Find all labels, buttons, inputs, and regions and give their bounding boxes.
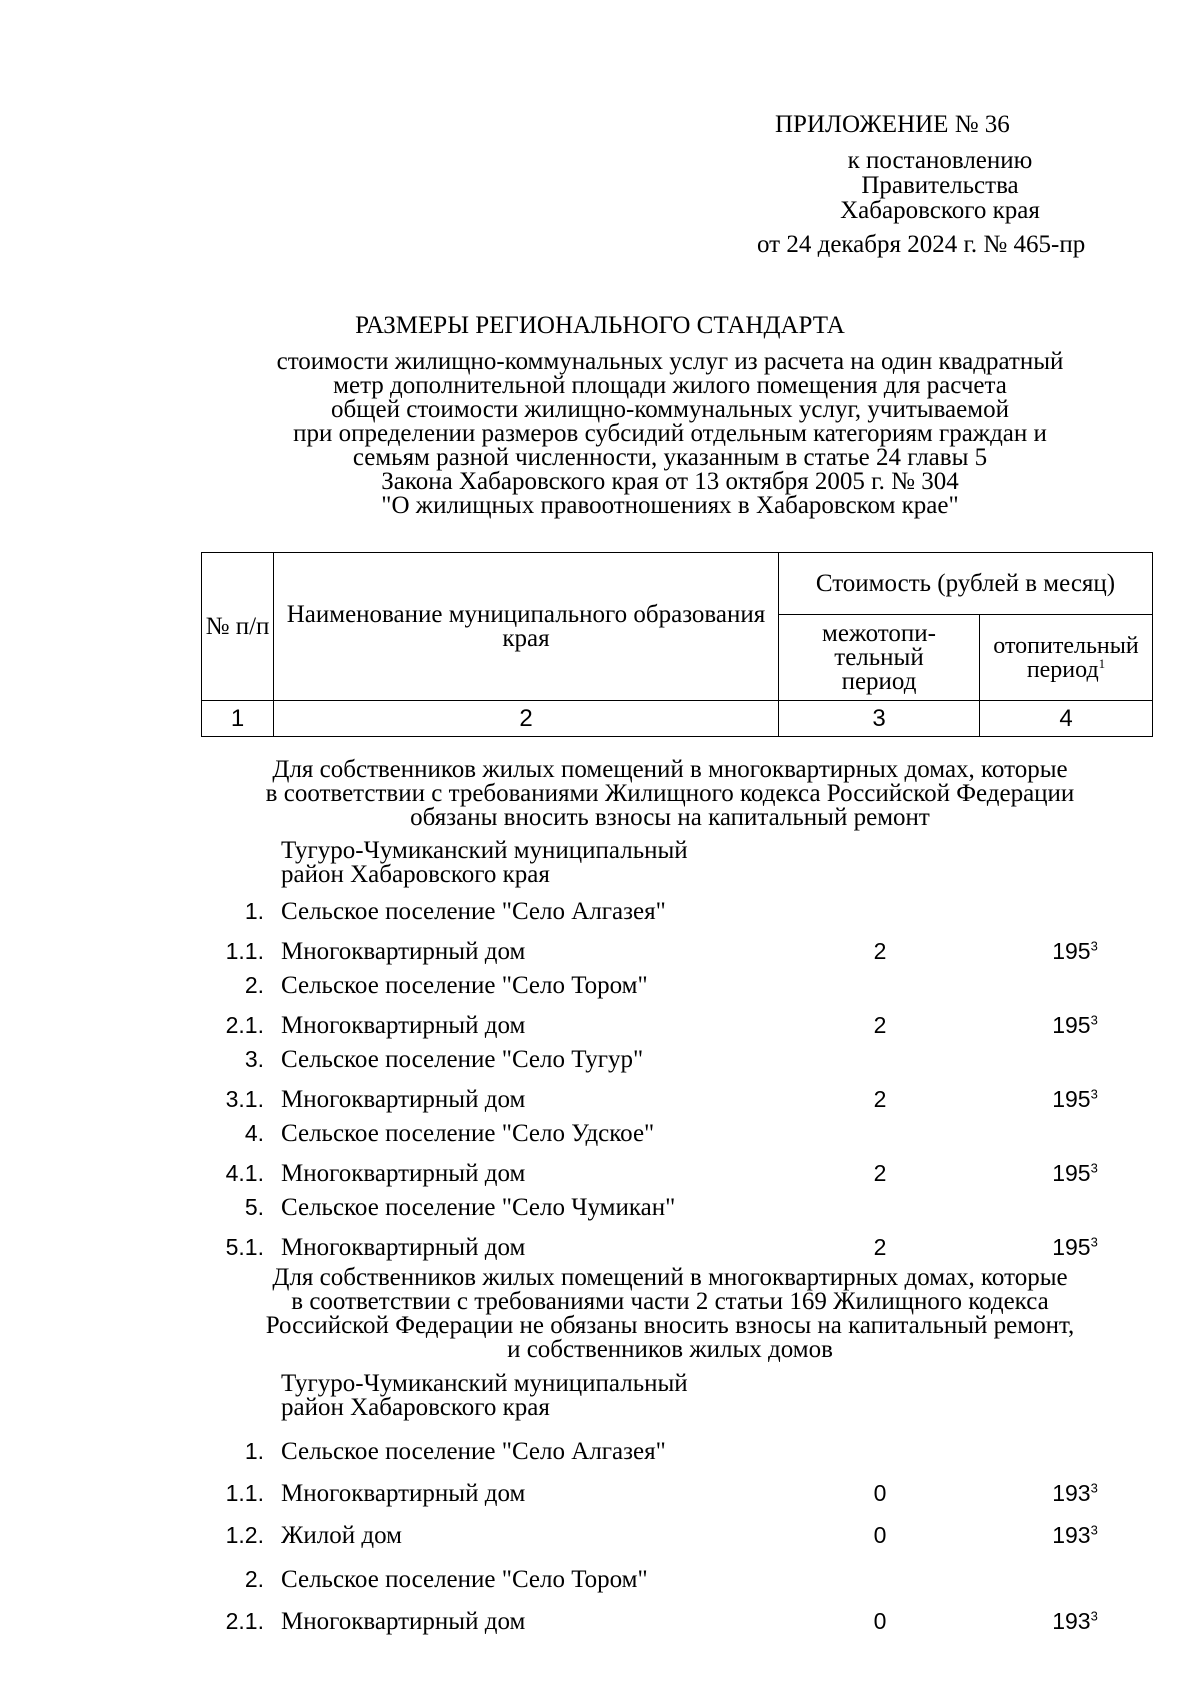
row-number: 5.1. bbox=[225, 1234, 264, 1260]
table-row bbox=[0, 1522, 1200, 1552]
row-name: Сельское поселение "Село Алгазея" bbox=[281, 898, 666, 925]
resolution-date: от 24 декабря 2024 г. № 465-пр bbox=[757, 231, 1086, 258]
table-row bbox=[0, 1012, 1200, 1042]
cost-header-text: Стоимость (рублей в месяц) bbox=[815, 569, 1116, 597]
row-name: Многоквартирный дом bbox=[281, 1086, 526, 1113]
table-row bbox=[0, 1566, 1200, 1596]
resolution-line: Правительства bbox=[861, 172, 1019, 199]
row-number: 1.1. bbox=[225, 1480, 264, 1506]
document-title: РАЗМЕРЫ РЕГИОНАЛЬНОГО СТАНДАРТА bbox=[355, 312, 845, 339]
table-row bbox=[0, 1086, 1200, 1116]
col-number: 4 bbox=[980, 701, 1153, 737]
table-row bbox=[0, 938, 1200, 968]
row-name: Многоквартирный дом bbox=[281, 1234, 526, 1261]
heating-value bbox=[1030, 1086, 1120, 1113]
row-number: 1.1. bbox=[225, 938, 264, 964]
subtitle-line: Закона Хабаровского края от 13 октября 2005 г. № 304 bbox=[381, 468, 959, 495]
footnote-mark: 3 bbox=[1090, 1522, 1098, 1538]
row-name: Многоквартирный дом bbox=[281, 1608, 526, 1635]
col-header-heating bbox=[980, 615, 1153, 701]
appendix-number: ПРИЛОЖЕНИЕ № 36 bbox=[775, 111, 1010, 138]
row-number: 2. bbox=[244, 1566, 264, 1592]
row-name: Многоквартирный дом bbox=[281, 938, 526, 965]
table-row bbox=[0, 1438, 1200, 1468]
district-line: Тугуро-Чумиканский муниципальный bbox=[281, 1370, 688, 1397]
footnote-mark: 3 bbox=[1090, 1608, 1098, 1624]
caption-line: Для собственников жилых помещений в многоквартирных домах, которые bbox=[272, 756, 1068, 783]
row-number: 1. bbox=[244, 898, 264, 924]
section-caption bbox=[200, 758, 1140, 830]
table-row bbox=[0, 1120, 1200, 1150]
interheating-value: 0 bbox=[873, 1480, 887, 1506]
table-row bbox=[0, 1234, 1200, 1264]
interheating-line: тельный bbox=[834, 643, 924, 671]
row-number: 1.2. bbox=[225, 1522, 264, 1548]
table-row bbox=[0, 898, 1200, 928]
section-caption bbox=[200, 1266, 1140, 1362]
row-name: Сельское поселение "Село Алгазея" bbox=[281, 1438, 666, 1465]
district-line: Тугуро-Чумиканский муниципальный bbox=[281, 837, 688, 864]
interheating-line: межотопи- bbox=[822, 619, 936, 647]
row-number: 2.1. bbox=[225, 1012, 264, 1038]
row-number: 1. bbox=[244, 1438, 264, 1464]
col-header-interheating bbox=[779, 615, 980, 701]
district-name bbox=[281, 1372, 688, 1420]
caption-line: и собственников жилых домов bbox=[507, 1336, 833, 1363]
subtitle-line: общей стоимости жилищно-коммунальных услуг, учитываемой bbox=[331, 396, 1009, 423]
table-row bbox=[0, 1160, 1200, 1190]
district-line: район Хабаровского края bbox=[281, 861, 550, 888]
caption-line: Российской Федерации не обязаны вносить взносы на капитальный ремонт, bbox=[265, 1312, 1075, 1339]
heating-text: отопительный период bbox=[993, 632, 1139, 683]
table-row bbox=[0, 972, 1200, 1002]
row-name: Сельское поселение "Село Удское" bbox=[281, 1120, 655, 1147]
row-number: 4.1. bbox=[225, 1160, 264, 1186]
heating-value-text: 195 bbox=[1052, 1234, 1091, 1260]
heating-value bbox=[1030, 1480, 1120, 1507]
col-number: 3 bbox=[779, 701, 980, 737]
caption-line: в соответствии с требованиями Жилищного кодекса Российской Федерации bbox=[265, 780, 1075, 807]
heating-value bbox=[1030, 938, 1120, 965]
document-subtitle bbox=[200, 350, 1140, 518]
col-number: 2 bbox=[274, 701, 779, 737]
row-number: 3.1. bbox=[225, 1086, 264, 1112]
row-name: Сельское поселение "Село Тором" bbox=[281, 1566, 648, 1593]
caption-line: Для собственников жилых помещений в многоквартирных домах, которые bbox=[272, 1264, 1068, 1291]
footnote-mark: 3 bbox=[1090, 1012, 1098, 1028]
standards-table-header bbox=[201, 552, 1153, 737]
caption-line: обязаны вносить взносы на капитальный ремонт bbox=[410, 804, 930, 831]
row-name: Многоквартирный дом bbox=[281, 1480, 526, 1507]
col-header-cost bbox=[779, 553, 1153, 615]
heating-value-text: 195 bbox=[1052, 1086, 1091, 1112]
table-row bbox=[0, 1608, 1200, 1638]
interheating-value: 2 bbox=[873, 1086, 887, 1112]
row-number: 2. bbox=[244, 972, 264, 998]
row-name: Сельское поселение "Село Тугур" bbox=[281, 1046, 644, 1073]
col-header-municipality: Наименование муниципального образования края bbox=[274, 553, 779, 701]
footnote-mark: 3 bbox=[1090, 1234, 1098, 1250]
footnote-mark: 3 bbox=[1090, 1086, 1098, 1102]
col-header-number: № п/п bbox=[202, 553, 274, 701]
subtitle-line: семьям разной численности, указанным в статье 24 главы 5 bbox=[352, 444, 988, 471]
interheating-value: 2 bbox=[873, 938, 887, 964]
district-line: район Хабаровского края bbox=[281, 1394, 550, 1421]
subtitle-line: стоимости жилищно-коммунальных услуг из расчета на один квадратный bbox=[276, 348, 1064, 375]
row-name: Сельское поселение "Село Чумикан" bbox=[281, 1194, 676, 1221]
heating-value-text: 195 bbox=[1052, 1160, 1091, 1186]
row-name: Сельское поселение "Село Тором" bbox=[281, 972, 648, 999]
row-name: Жилой дом bbox=[281, 1522, 402, 1549]
heating-value bbox=[1030, 1608, 1120, 1635]
resolution-reference bbox=[770, 148, 1110, 223]
heating-value bbox=[1030, 1160, 1120, 1187]
subtitle-line: "О жилищных правоотношениях в Хабаровском крае" bbox=[381, 492, 959, 519]
interheating-value: 0 bbox=[873, 1522, 887, 1548]
footnote-mark: 1 bbox=[1098, 655, 1106, 671]
row-number: 4. bbox=[244, 1120, 264, 1146]
interheating-value: 0 bbox=[873, 1608, 887, 1634]
heating-value bbox=[1030, 1522, 1120, 1549]
row-name: Многоквартирный дом bbox=[281, 1160, 526, 1187]
row-number: 5. bbox=[244, 1194, 264, 1220]
heating-value bbox=[1030, 1012, 1120, 1039]
interheating-value: 2 bbox=[873, 1234, 887, 1260]
heating-value-text: 195 bbox=[1052, 938, 1091, 964]
district-name bbox=[281, 839, 688, 887]
heating-value bbox=[1030, 1234, 1120, 1261]
footnote-mark: 3 bbox=[1090, 938, 1098, 954]
heating-value-text: 193 bbox=[1052, 1608, 1091, 1634]
footnote-mark: 3 bbox=[1090, 1480, 1098, 1496]
resolution-line: Хабаровского края bbox=[840, 197, 1040, 224]
interheating-value: 2 bbox=[873, 1012, 887, 1038]
row-name: Многоквартирный дом bbox=[281, 1012, 526, 1039]
footnote-mark: 3 bbox=[1090, 1160, 1098, 1176]
heating-value-text: 193 bbox=[1052, 1522, 1091, 1548]
heating-value-text: 195 bbox=[1052, 1012, 1091, 1038]
interheating-value: 2 bbox=[873, 1160, 887, 1186]
col-number: 1 bbox=[202, 701, 274, 737]
interheating-line: период bbox=[841, 667, 917, 695]
table-row bbox=[0, 1194, 1200, 1224]
table-row bbox=[0, 1480, 1200, 1510]
heating-value-text: 193 bbox=[1052, 1480, 1091, 1506]
table-row bbox=[0, 1046, 1200, 1076]
row-number: 2.1. bbox=[225, 1608, 264, 1634]
subtitle-line: при определении размеров субсидий отдельным категориям граждан и bbox=[293, 420, 1047, 447]
caption-line: в соответствии с требованиями части 2 статьи 169 Жилищного кодекса bbox=[291, 1288, 1049, 1315]
subtitle-line: метр дополнительной площади жилого помещения для расчета bbox=[333, 372, 1007, 399]
resolution-line: к постановлению bbox=[847, 147, 1033, 174]
row-number: 3. bbox=[244, 1046, 264, 1072]
